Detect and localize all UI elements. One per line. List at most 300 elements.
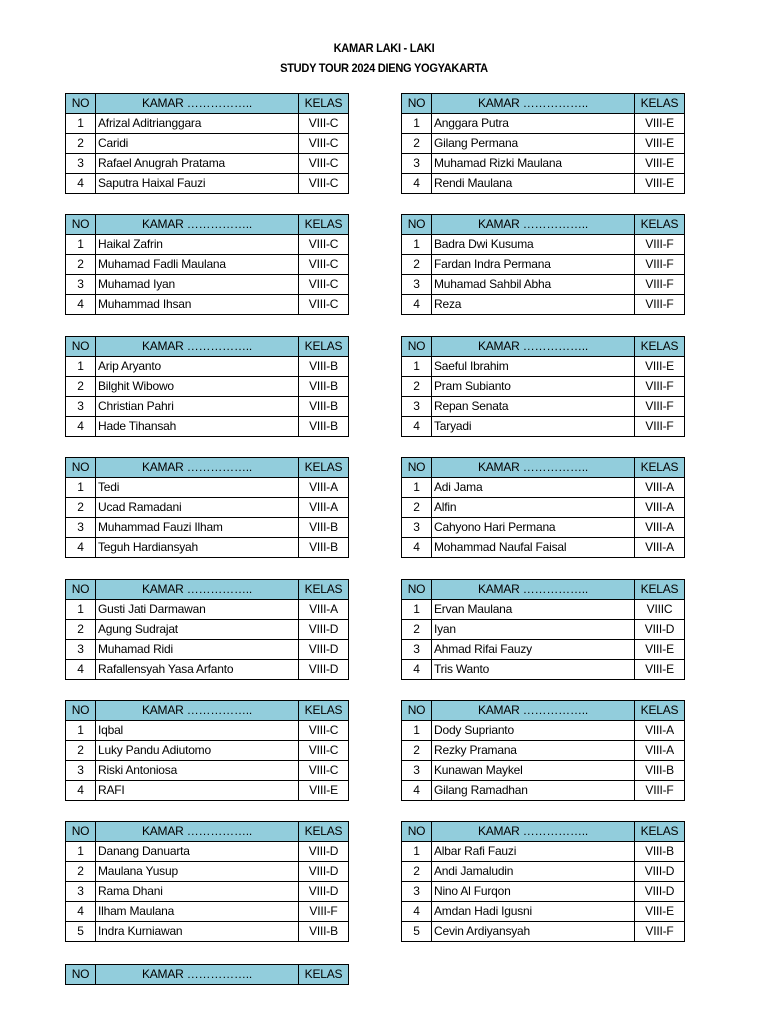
student-name: Badra Dwi Kusuma — [432, 235, 635, 255]
class-cell: VIII-B — [635, 842, 685, 862]
row-number: 4 — [66, 174, 96, 194]
header-kelas: KELAS — [635, 94, 685, 114]
header-kamar: KAMAR …………….. — [96, 701, 299, 721]
row-number: 4 — [402, 295, 432, 315]
table-row — [402, 275, 685, 295]
student-name: Tedi — [96, 478, 299, 498]
student-name: Cevin Ardiyansyah — [432, 922, 635, 942]
class-cell: VIII-D — [299, 620, 349, 640]
class-cell: VIII-E — [635, 640, 685, 660]
row-number: 5 — [66, 922, 96, 942]
student-name: Alfin — [432, 498, 635, 518]
student-name: Agung Sudrajat — [96, 620, 299, 640]
row-number: 1 — [402, 721, 432, 741]
student-name: Rendi Maulana — [432, 174, 635, 194]
row-number: 3 — [66, 154, 96, 174]
class-cell: VIII-E — [635, 154, 685, 174]
header-kelas: KELAS — [299, 822, 349, 842]
row-number: 3 — [66, 640, 96, 660]
room-table-8 — [401, 457, 685, 558]
header-kelas: KELAS — [299, 337, 349, 357]
class-cell: VIII-A — [635, 478, 685, 498]
header-kelas: KELAS — [635, 337, 685, 357]
row-number: 2 — [402, 255, 432, 275]
class-cell: VIII-D — [635, 620, 685, 640]
table-row — [402, 922, 685, 942]
row-number: 1 — [66, 842, 96, 862]
class-cell: VIII-B — [299, 538, 349, 558]
header-no: NO — [402, 701, 432, 721]
class-cell: VIII-F — [635, 417, 685, 437]
student-name: Adi Jama — [432, 478, 635, 498]
class-cell: VIII-F — [635, 255, 685, 275]
table-row — [402, 417, 685, 437]
row-number: 4 — [66, 660, 96, 680]
header-no: NO — [66, 822, 96, 842]
row-number: 2 — [66, 377, 96, 397]
student-name: Saeful Ibrahim — [432, 357, 635, 377]
row-number: 1 — [66, 357, 96, 377]
table-row — [402, 620, 685, 640]
student-name: Cahyono Hari Permana — [432, 518, 635, 538]
header-kamar: KAMAR …………….. — [432, 822, 635, 842]
class-cell: VIII-B — [299, 417, 349, 437]
student-name: Teguh Hardiansyah — [96, 538, 299, 558]
class-cell: VIII-E — [299, 781, 349, 801]
row-number: 2 — [402, 862, 432, 882]
class-cell: VIII-C — [299, 761, 349, 781]
table-row — [402, 397, 685, 417]
table-row — [66, 538, 349, 558]
table-row — [402, 235, 685, 255]
class-cell: VIII-E — [635, 174, 685, 194]
student-name: Amdan Hadi Igusni — [432, 902, 635, 922]
class-cell: VIII-D — [635, 882, 685, 902]
header-kamar: KAMAR …………….. — [96, 94, 299, 114]
row-number: 1 — [66, 235, 96, 255]
row-number: 2 — [66, 620, 96, 640]
class-cell: VIII-B — [299, 397, 349, 417]
row-number: 4 — [66, 902, 96, 922]
room-table-11 — [65, 700, 349, 801]
header-no: NO — [402, 337, 432, 357]
class-cell: VIII-B — [299, 518, 349, 538]
student-name: Taryadi — [432, 417, 635, 437]
table-row — [402, 842, 685, 862]
class-cell: VIIIC — [635, 600, 685, 620]
table-row — [402, 377, 685, 397]
row-number: 4 — [402, 174, 432, 194]
student-name: Muhamad Iyan — [96, 275, 299, 295]
row-number: 1 — [402, 842, 432, 862]
table-header-row — [66, 458, 349, 478]
table-header-row — [402, 580, 685, 600]
table-row — [402, 518, 685, 538]
class-cell: VIII-F — [635, 235, 685, 255]
header-no: NO — [66, 701, 96, 721]
header-no: NO — [402, 94, 432, 114]
student-name: Anggara Putra — [432, 114, 635, 134]
class-cell: VIII-D — [299, 660, 349, 680]
header-kamar: KAMAR …………….. — [432, 580, 635, 600]
student-name: Gilang Ramadhan — [432, 781, 635, 801]
class-cell: VIII-C — [299, 134, 349, 154]
table-row — [402, 741, 685, 761]
student-name: Ervan Maulana — [432, 600, 635, 620]
row-number: 3 — [402, 761, 432, 781]
row-number: 1 — [402, 357, 432, 377]
class-cell: VIII-A — [635, 518, 685, 538]
student-name: Mohammad Naufal Faisal — [432, 538, 635, 558]
table-header-row — [66, 701, 349, 721]
room-table-7 — [65, 457, 349, 558]
table-row — [66, 255, 349, 275]
student-name: Kunawan Maykel — [432, 761, 635, 781]
room-table-2 — [401, 93, 685, 194]
room-table-10 — [401, 579, 685, 680]
header-kelas: KELAS — [635, 580, 685, 600]
row-number: 1 — [402, 114, 432, 134]
student-name: Gilang Permana — [432, 134, 635, 154]
student-name: Iqbal — [96, 721, 299, 741]
table-row — [402, 357, 685, 377]
student-name: Afrizal Aditrianggara — [96, 114, 299, 134]
header-kamar: KAMAR …………….. — [432, 215, 635, 235]
table-row — [66, 498, 349, 518]
table-row — [66, 275, 349, 295]
table-row — [402, 902, 685, 922]
row-number: 1 — [402, 235, 432, 255]
student-name: Gusti Jati Darmawan — [96, 600, 299, 620]
table-header-row — [402, 822, 685, 842]
student-name: Muhamad Fadli Maulana — [96, 255, 299, 275]
room-table-3 — [65, 214, 349, 315]
header-no: NO — [66, 337, 96, 357]
class-cell: VIII-E — [635, 134, 685, 154]
header-kamar: KAMAR …………….. — [96, 337, 299, 357]
student-name: Haikal Zafrin — [96, 235, 299, 255]
document-title — [0, 38, 768, 78]
header-kamar: KAMAR …………….. — [432, 458, 635, 478]
student-name: Arip Aryanto — [96, 357, 299, 377]
class-cell: VIII-E — [635, 902, 685, 922]
class-cell: VIII-B — [299, 922, 349, 942]
class-cell: VIII-E — [635, 114, 685, 134]
table-row — [66, 640, 349, 660]
table-row — [66, 761, 349, 781]
student-name: Bilghit Wibowo — [96, 377, 299, 397]
table-row — [402, 761, 685, 781]
table-row — [402, 134, 685, 154]
table-row — [402, 478, 685, 498]
table-header-row — [66, 337, 349, 357]
class-cell: VIII-D — [299, 842, 349, 862]
header-kelas: KELAS — [635, 458, 685, 478]
class-cell: VIII-A — [635, 721, 685, 741]
class-cell: VIII-A — [635, 741, 685, 761]
row-number: 3 — [66, 397, 96, 417]
table-header-row — [66, 822, 349, 842]
table-row — [402, 781, 685, 801]
class-cell: VIII-B — [299, 357, 349, 377]
row-number: 3 — [66, 761, 96, 781]
row-number: 2 — [402, 741, 432, 761]
class-cell: VIII-D — [635, 862, 685, 882]
student-name: Rafael Anugrah Pratama — [96, 154, 299, 174]
student-name: Ucad Ramadani — [96, 498, 299, 518]
table-row — [402, 255, 685, 275]
table-row — [66, 295, 349, 315]
header-no: NO — [66, 965, 96, 985]
table-header-row — [402, 337, 685, 357]
student-name: Muhamad Rizki Maulana — [432, 154, 635, 174]
header-no: NO — [66, 215, 96, 235]
table-row — [66, 357, 349, 377]
row-number: 3 — [402, 154, 432, 174]
student-name: Ahmad Rifai Fauzy — [432, 640, 635, 660]
table-row — [66, 620, 349, 640]
student-name: Maulana Yusup — [96, 862, 299, 882]
row-number: 3 — [402, 397, 432, 417]
row-number: 1 — [402, 478, 432, 498]
student-name: Fardan Indra Permana — [432, 255, 635, 275]
room-table-15 — [65, 964, 349, 985]
row-number: 2 — [402, 134, 432, 154]
row-number: 1 — [66, 600, 96, 620]
row-number: 4 — [402, 781, 432, 801]
row-number: 3 — [66, 518, 96, 538]
room-table-12 — [401, 700, 685, 801]
header-no: NO — [402, 458, 432, 478]
student-name: Repan Senata — [432, 397, 635, 417]
row-number: 4 — [66, 538, 96, 558]
class-cell: VIII-C — [299, 174, 349, 194]
class-cell: VIII-D — [299, 640, 349, 660]
header-no: NO — [66, 94, 96, 114]
row-number: 1 — [66, 114, 96, 134]
row-number: 1 — [402, 600, 432, 620]
table-header-row — [402, 215, 685, 235]
row-number: 5 — [402, 922, 432, 942]
table-row — [402, 174, 685, 194]
student-name: Rafallensyah Yasa Arfanto — [96, 660, 299, 680]
class-cell: VIII-E — [635, 357, 685, 377]
table-row — [66, 600, 349, 620]
header-kamar: KAMAR …………….. — [96, 822, 299, 842]
header-no: NO — [402, 215, 432, 235]
table-header-row — [66, 94, 349, 114]
class-cell: VIII-F — [635, 377, 685, 397]
room-table-5 — [65, 336, 349, 437]
row-number: 3 — [402, 640, 432, 660]
class-cell: VIII-F — [299, 902, 349, 922]
class-cell: VIII-C — [299, 114, 349, 134]
table-row — [66, 235, 349, 255]
title-line-1: KAMAR LAKI - LAKI — [333, 41, 435, 55]
table-header-row — [66, 580, 349, 600]
room-table-9 — [65, 579, 349, 680]
student-name: Luky Pandu Adiutomo — [96, 741, 299, 761]
student-name: Pram Subianto — [432, 377, 635, 397]
student-name: Iyan — [432, 620, 635, 640]
student-name: Caridi — [96, 134, 299, 154]
class-cell: VIII-C — [299, 295, 349, 315]
table-row — [66, 721, 349, 741]
header-kamar: KAMAR …………….. — [96, 580, 299, 600]
row-number: 4 — [402, 660, 432, 680]
row-number: 3 — [402, 275, 432, 295]
room-table-13 — [65, 821, 349, 942]
table-row — [66, 114, 349, 134]
student-name: Reza — [432, 295, 635, 315]
table-row — [402, 862, 685, 882]
student-name: Muhamad Sahbil Abha — [432, 275, 635, 295]
table-row — [66, 134, 349, 154]
table-row — [66, 397, 349, 417]
table-row — [66, 660, 349, 680]
row-number: 2 — [66, 134, 96, 154]
header-no: NO — [66, 580, 96, 600]
header-kamar: KAMAR …………….. — [96, 215, 299, 235]
student-name: RAFI — [96, 781, 299, 801]
row-number: 2 — [66, 741, 96, 761]
student-name: Muhammad Fauzi Ilham — [96, 518, 299, 538]
table-row — [402, 882, 685, 902]
row-number: 3 — [66, 275, 96, 295]
class-cell: VIII-A — [299, 600, 349, 620]
table-row — [66, 781, 349, 801]
room-table-4 — [401, 214, 685, 315]
row-number: 2 — [402, 620, 432, 640]
title-line-2: STUDY TOUR 2024 DIENG YOGYAKARTA — [280, 61, 488, 75]
table-header-row — [66, 215, 349, 235]
table-row — [66, 842, 349, 862]
table-row — [66, 741, 349, 761]
class-cell: VIII-B — [299, 377, 349, 397]
class-cell: VIII-A — [299, 478, 349, 498]
header-kelas: KELAS — [299, 701, 349, 721]
room-table-14 — [401, 821, 685, 942]
header-kelas: KELAS — [635, 822, 685, 842]
table-row — [66, 902, 349, 922]
class-cell: VIII-C — [299, 721, 349, 741]
student-name: Indra Kurniawan — [96, 922, 299, 942]
table-row — [66, 862, 349, 882]
table-row — [402, 640, 685, 660]
table-row — [66, 174, 349, 194]
header-kamar: KAMAR …………….. — [432, 337, 635, 357]
row-number: 4 — [66, 417, 96, 437]
row-number: 4 — [402, 902, 432, 922]
table-row — [66, 922, 349, 942]
row-number: 2 — [66, 498, 96, 518]
room-table-1 — [65, 93, 349, 194]
table-header-row — [402, 458, 685, 478]
header-kamar: KAMAR …………….. — [432, 701, 635, 721]
table-row — [66, 478, 349, 498]
table-header-row — [66, 965, 349, 985]
table-row — [66, 518, 349, 538]
class-cell: VIII-C — [299, 275, 349, 295]
class-cell: VIII-F — [635, 397, 685, 417]
header-kelas: KELAS — [299, 94, 349, 114]
table-row — [402, 498, 685, 518]
class-cell: VIII-D — [299, 882, 349, 902]
class-cell: VIII-F — [635, 275, 685, 295]
class-cell: VIII-C — [299, 154, 349, 174]
table-header-row — [402, 94, 685, 114]
class-cell: VIII-F — [635, 295, 685, 315]
row-number: 2 — [402, 498, 432, 518]
header-kelas: KELAS — [299, 580, 349, 600]
class-cell: VIII-A — [635, 498, 685, 518]
row-number: 1 — [66, 478, 96, 498]
row-number: 4 — [402, 538, 432, 558]
row-number: 2 — [66, 255, 96, 275]
table-row — [402, 295, 685, 315]
table-row — [402, 114, 685, 134]
header-kelas: KELAS — [299, 965, 349, 985]
row-number: 2 — [402, 377, 432, 397]
header-kamar: KAMAR …………….. — [432, 94, 635, 114]
student-name: Nino Al Furqon — [432, 882, 635, 902]
student-name: Albar Rafi Fauzi — [432, 842, 635, 862]
student-name: Muhamad Ridi — [96, 640, 299, 660]
room-table-6 — [401, 336, 685, 437]
header-kelas: KELAS — [299, 215, 349, 235]
header-no: NO — [66, 458, 96, 478]
class-cell: VIII-F — [635, 781, 685, 801]
student-name: Hade Tihansah — [96, 417, 299, 437]
student-name: Dody Suprianto — [432, 721, 635, 741]
table-row — [66, 417, 349, 437]
class-cell: VIII-C — [299, 235, 349, 255]
header-no: NO — [402, 822, 432, 842]
row-number: 4 — [66, 781, 96, 801]
header-kelas: KELAS — [635, 215, 685, 235]
table-row — [66, 154, 349, 174]
header-kamar: KAMAR …………….. — [96, 458, 299, 478]
class-cell: VIII-B — [635, 761, 685, 781]
student-name: Christian Pahri — [96, 397, 299, 417]
student-name: Tris Wanto — [432, 660, 635, 680]
table-header-row — [402, 701, 685, 721]
row-number: 2 — [66, 862, 96, 882]
table-row — [402, 721, 685, 741]
class-cell: VIII-A — [635, 538, 685, 558]
row-number: 3 — [402, 518, 432, 538]
class-cell: VIII-D — [299, 862, 349, 882]
row-number: 4 — [402, 417, 432, 437]
class-cell: VIII-F — [635, 922, 685, 942]
student-name: Riski Antoniosa — [96, 761, 299, 781]
header-no: NO — [402, 580, 432, 600]
row-number: 3 — [402, 882, 432, 902]
class-cell: VIII-C — [299, 741, 349, 761]
header-kelas: KELAS — [635, 701, 685, 721]
row-number: 4 — [66, 295, 96, 315]
class-cell: VIII-E — [635, 660, 685, 680]
table-row — [402, 154, 685, 174]
header-kelas: KELAS — [299, 458, 349, 478]
table-row — [402, 660, 685, 680]
student-name: Rama Dhani — [96, 882, 299, 902]
table-row — [402, 538, 685, 558]
class-cell: VIII-C — [299, 255, 349, 275]
student-name: Ilham Maulana — [96, 902, 299, 922]
student-name: Rezky Pramana — [432, 741, 635, 761]
class-cell: VIII-A — [299, 498, 349, 518]
